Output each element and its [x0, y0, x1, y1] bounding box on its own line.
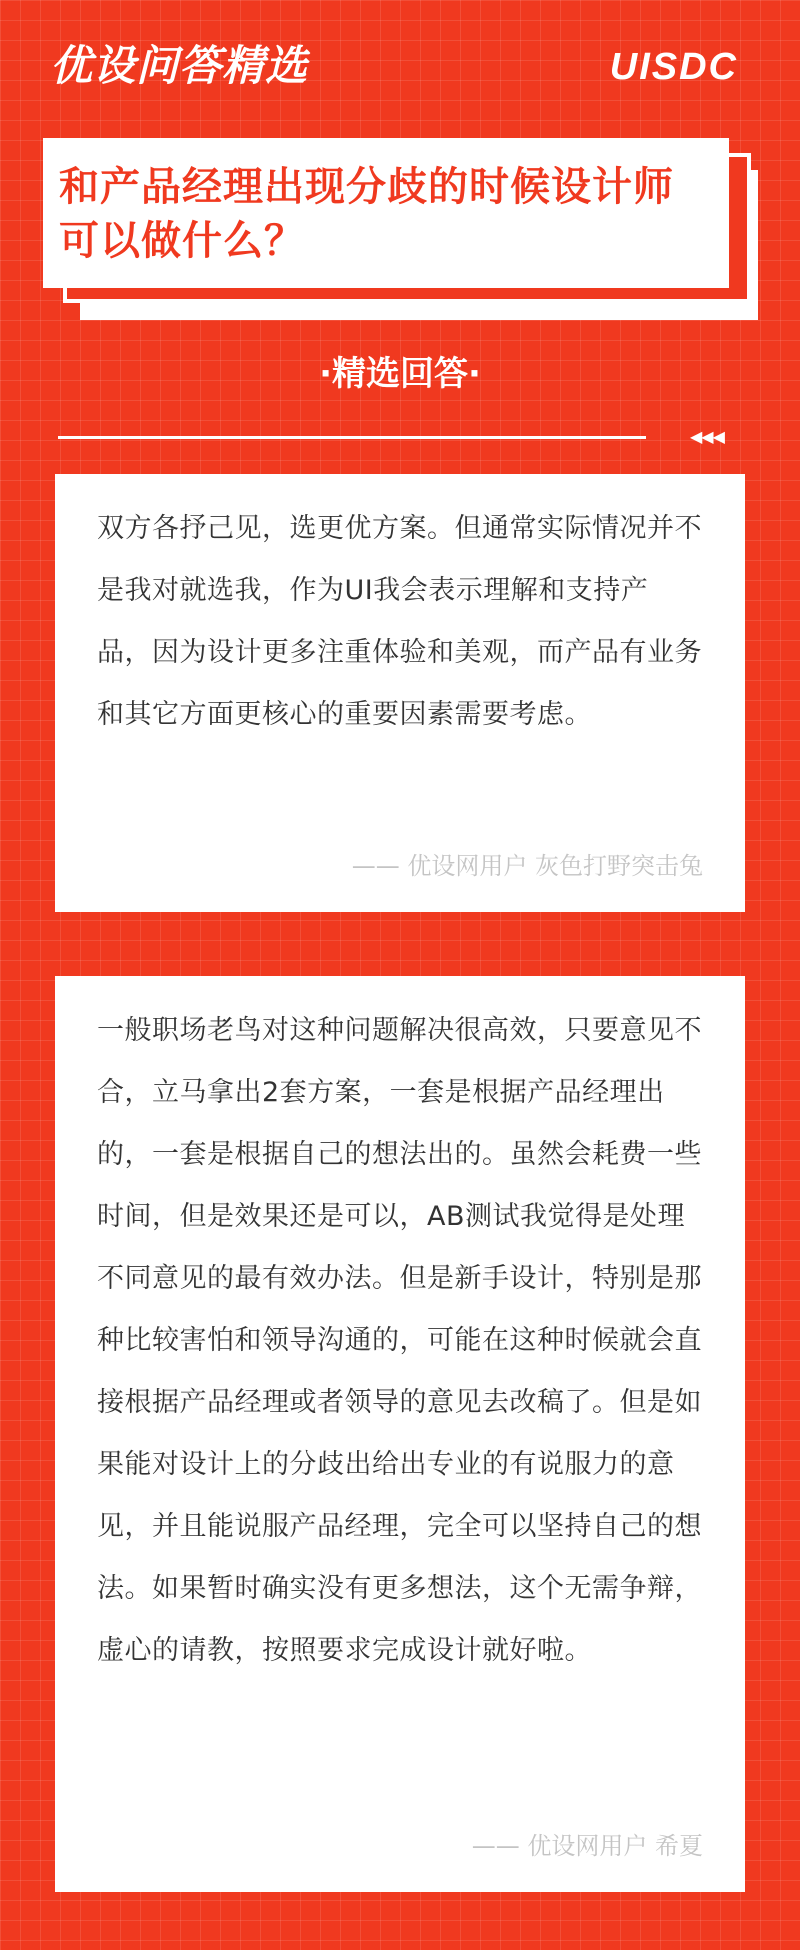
answer-author: —— 优设网用户 希夏	[471, 1832, 703, 1860]
answer-card-1	[55, 474, 745, 912]
question-text: 和产品经理出现分歧的时候设计师可以做什么？	[59, 164, 674, 264]
header-title: 优设问答精选	[50, 41, 309, 90]
brand-logo: UISDC	[609, 46, 738, 88]
section-label: ·精选回答·	[319, 354, 481, 394]
answer-card-2	[55, 976, 745, 1892]
triple-arrow-left-icon: ◀◀◀	[690, 427, 724, 446]
question-box	[43, 138, 729, 288]
answer-author: —— 优设网用户 灰色打野突击兔	[351, 852, 703, 880]
answer-body: 一般职场老鸟对这种问题解决很高效，只要意见不合，立马拿出2套方案，一套是根据产品经理出的，一套是根据自己的想法出的。虽然会耗费一些时间，但是效果还是可以，AB测试我觉得是处理不同意见的最有效办法。但是新手设计，特别是那种比较害怕和领导沟通的，可能在这种时候就会直接根据产品经理或者领导的意见去改稿了。但是如果能对设计上的分歧出给出专业的有说服力的意见，并且能说服产品经理，完全可以坚持自己的想法。如果暂时确实没有更多想法，这个无需争辩，虚心的请教，按照要求完成设计就好啦。	[97, 1015, 702, 1666]
answer-body: 双方各抒己见，选更优方案。但通常实际情况并不是我对就选我，作为UI我会表示理解和支持产品，因为设计更多注重体验和美观，而产品有业务和其它方面更核心的重要因素需要考虑。	[97, 513, 702, 730]
divider-line	[58, 436, 646, 439]
